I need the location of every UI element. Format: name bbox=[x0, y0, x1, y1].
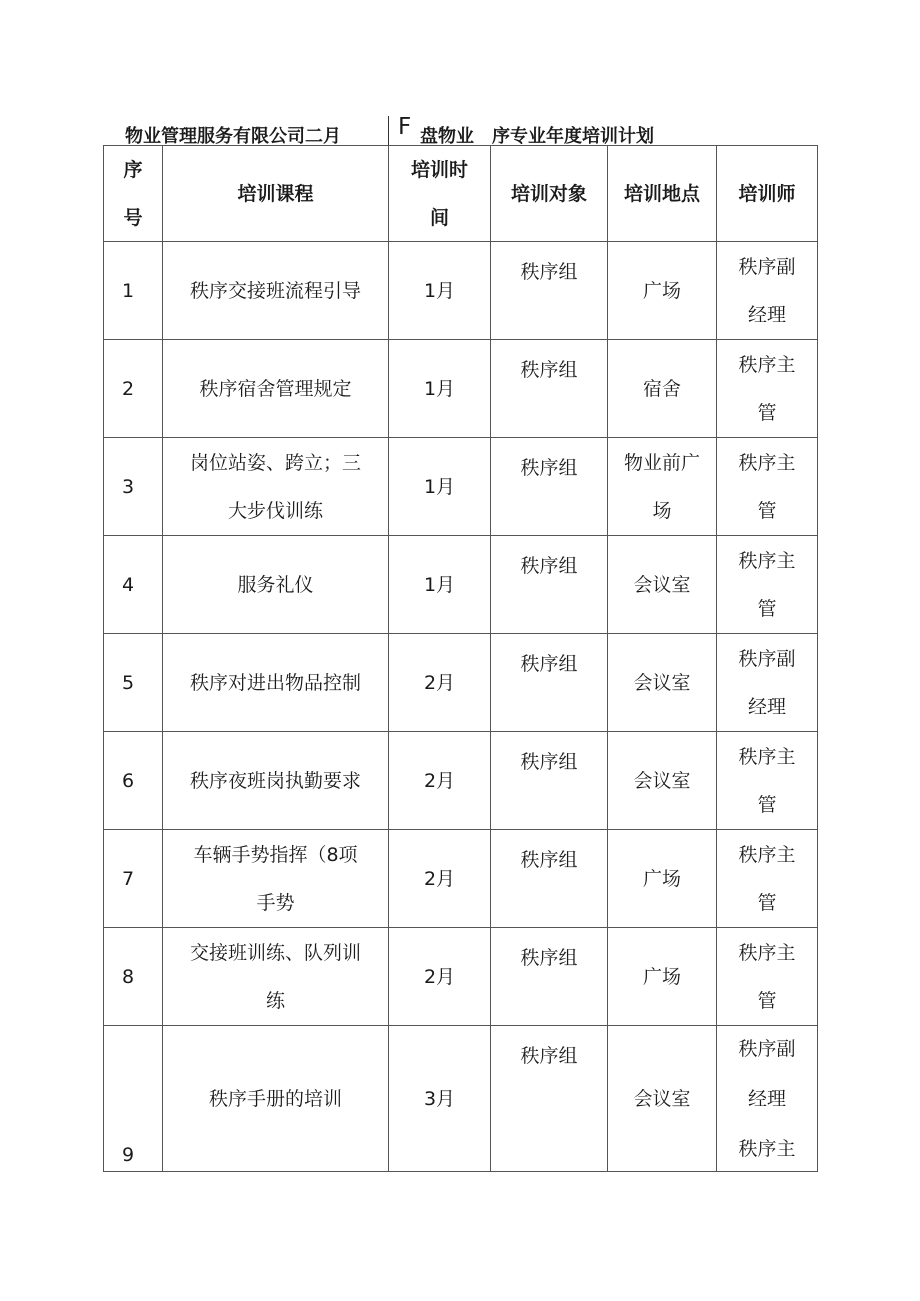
cell-line: 秩序主 bbox=[738, 549, 796, 572]
cell-location: 会议室 bbox=[608, 536, 717, 634]
cell-course bbox=[163, 928, 389, 1026]
cell-target: 秩序组 bbox=[491, 438, 608, 536]
cell-course: 秩序宿舍管理规定 bbox=[163, 340, 389, 438]
cell-location: 会议室 bbox=[608, 1026, 717, 1172]
cell-course: 秩序交接班流程引导 bbox=[163, 242, 389, 340]
table-row bbox=[104, 438, 818, 536]
table-row bbox=[104, 830, 818, 928]
cell-line: 车辆手势指挥（8项 bbox=[193, 843, 358, 866]
cell-line: 秩序主 bbox=[738, 353, 796, 376]
header-no: 序 号 bbox=[104, 146, 163, 242]
cell-line: 管 bbox=[757, 989, 777, 1012]
header-location: 培训地点 bbox=[608, 146, 717, 242]
cell-time: 2月 bbox=[389, 830, 491, 928]
table-row bbox=[104, 732, 818, 830]
cell-time: 1月 bbox=[389, 438, 491, 536]
title-company: 物业管理服务有限公司二月 bbox=[125, 126, 341, 147]
cell-trainer bbox=[717, 1026, 818, 1172]
header-target: 培训对象 bbox=[491, 146, 608, 242]
table-row bbox=[104, 1026, 818, 1172]
cell-course: 秩序对进出物品控制 bbox=[163, 634, 389, 732]
cell-line: 练 bbox=[265, 989, 285, 1012]
cell-line: 经理 bbox=[747, 303, 786, 326]
title-divider bbox=[388, 116, 389, 146]
cell-time: 1月 bbox=[389, 340, 491, 438]
cell-line: 秩序主 bbox=[738, 451, 796, 474]
cell-line: 秩序主 bbox=[738, 941, 796, 964]
cell-course: 秩序手册的培训 bbox=[163, 1026, 389, 1172]
cell-no: 5 bbox=[104, 634, 163, 732]
cell-location: 宿舍 bbox=[608, 340, 717, 438]
cell-course: 秩序夜班岗执勤要求 bbox=[163, 732, 389, 830]
cell-target: 秩序组 bbox=[491, 536, 608, 634]
training-plan-table bbox=[103, 145, 818, 1172]
cell-target: 秩序组 bbox=[491, 242, 608, 340]
cell-location: 会议室 bbox=[608, 634, 717, 732]
cell-line: 秩序主 bbox=[738, 745, 796, 768]
cell-trainer bbox=[717, 634, 818, 732]
cell-no: 9 bbox=[104, 1026, 163, 1172]
table-header-row bbox=[104, 146, 818, 242]
cell-course bbox=[163, 830, 389, 928]
cell-trainer bbox=[717, 242, 818, 340]
header-time: 培训时 间 bbox=[389, 146, 491, 242]
cell-trainer bbox=[717, 536, 818, 634]
cell-course bbox=[163, 438, 389, 536]
cell-line: 手势 bbox=[256, 891, 295, 914]
table-row bbox=[104, 340, 818, 438]
cell-line: 管 bbox=[757, 499, 777, 522]
cell-line: 岗位站姿、跨立；三 bbox=[189, 451, 361, 474]
cell-line: 管 bbox=[757, 597, 777, 620]
cell-line: 秩序副 bbox=[738, 255, 796, 278]
title-plan-name: 序专业年度培训计划 bbox=[492, 126, 654, 147]
cell-trainer bbox=[717, 438, 818, 536]
header-trainer: 培训师 bbox=[717, 146, 818, 242]
cell-line: 物业前广 bbox=[623, 451, 700, 474]
cell-line: 秩序副 bbox=[738, 1037, 796, 1060]
cell-time: 3月 bbox=[389, 1026, 491, 1172]
cell-trainer bbox=[717, 928, 818, 1026]
cell-target: 秩序组 bbox=[491, 830, 608, 928]
cell-trainer bbox=[717, 340, 818, 438]
cell-time: 1月 bbox=[389, 536, 491, 634]
cell-course: 服务礼仪 bbox=[163, 536, 389, 634]
cell-location: 会议室 bbox=[608, 732, 717, 830]
table-row bbox=[104, 536, 818, 634]
cell-line: 大步伐训练 bbox=[227, 499, 323, 522]
header-course: 培训课程 bbox=[163, 146, 389, 242]
cell-no: 4 bbox=[104, 536, 163, 634]
cell-target: 秩序组 bbox=[491, 732, 608, 830]
table-row bbox=[104, 242, 818, 340]
cell-location: 广场 bbox=[608, 830, 717, 928]
title-f-char: F bbox=[398, 114, 412, 140]
cell-time: 2月 bbox=[389, 732, 491, 830]
cell-trainer bbox=[717, 830, 818, 928]
cell-line: 经理 bbox=[747, 695, 786, 718]
cell-target: 秩序组 bbox=[491, 340, 608, 438]
cell-line: 管 bbox=[757, 401, 777, 424]
cell-location: 广场 bbox=[608, 928, 717, 1026]
cell-line: 秩序主 bbox=[738, 843, 796, 866]
cell-line: 管 bbox=[757, 891, 777, 914]
document-title bbox=[0, 110, 920, 146]
cell-line: 经理 bbox=[747, 1087, 786, 1110]
cell-line: 交接班训练、队列训 bbox=[189, 941, 361, 964]
cell-no: 7 bbox=[104, 830, 163, 928]
cell-location: 广场 bbox=[608, 242, 717, 340]
cell-target: 秩序组 bbox=[491, 634, 608, 732]
cell-location bbox=[608, 438, 717, 536]
cell-line: 秩序主 bbox=[738, 1137, 796, 1160]
cell-no: 8 bbox=[104, 928, 163, 1026]
cell-time: 2月 bbox=[389, 928, 491, 1026]
title-property: 盘物业 bbox=[420, 126, 474, 147]
cell-time: 1月 bbox=[389, 242, 491, 340]
cell-no: 3 bbox=[104, 438, 163, 536]
table-row bbox=[104, 634, 818, 732]
cell-target: 秩序组 bbox=[491, 928, 608, 1026]
cell-no: 2 bbox=[104, 340, 163, 438]
cell-line: 场 bbox=[652, 499, 672, 522]
cell-line: 秩序副 bbox=[738, 647, 796, 670]
cell-trainer bbox=[717, 732, 818, 830]
cell-line: 管 bbox=[757, 793, 777, 816]
cell-no: 6 bbox=[104, 732, 163, 830]
cell-no: 1 bbox=[104, 242, 163, 340]
table-row bbox=[104, 928, 818, 1026]
cell-time: 2月 bbox=[389, 634, 491, 732]
cell-target: 秩序组 bbox=[491, 1026, 608, 1172]
